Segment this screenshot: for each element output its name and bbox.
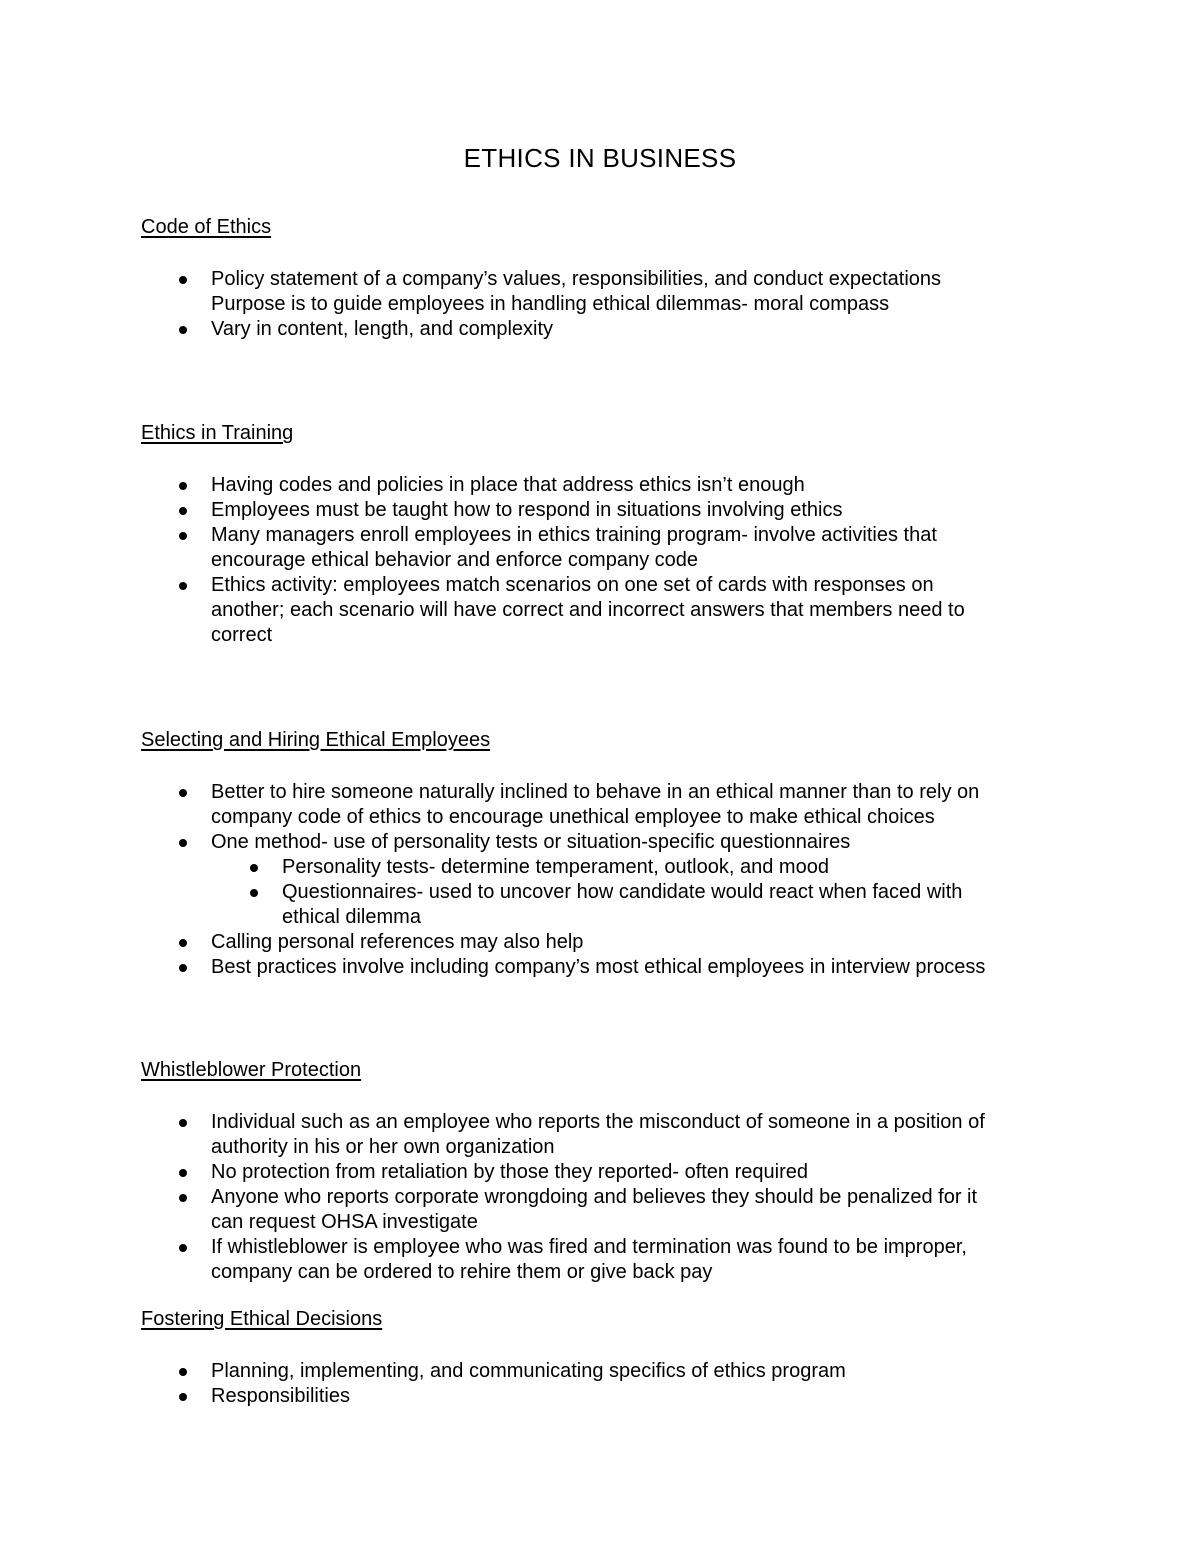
bullet-text-line: Better to hire someone naturally inclined to behave in an ethical manner than to rely on [211,781,980,803]
bullet-dot-icon [179,789,187,797]
bullet-dot-icon [179,1244,187,1252]
bullet-text-line: correct [211,624,273,646]
bullet-item [141,830,1071,930]
bullet-text-line: Personality tests- determine temperament, outlook, and mood [282,856,829,878]
bullet-item [141,955,1071,980]
bullet-list [141,1359,1071,1409]
section-heading: Fostering Ethical Decisions [141,1308,383,1330]
bullet-item [141,523,1071,573]
bullet-item [141,1110,1071,1160]
bullet-dot-icon [179,326,187,334]
bullet-text-line: Planning, implementing, and communicating specifics of ethics program [211,1360,846,1382]
bullet-text-line: Employees must be taught how to respond in situations involving ethics [211,499,843,521]
bullet-dot-icon [179,532,187,540]
bullet-dot-icon [179,939,187,947]
bullet-item [141,1235,1071,1285]
bullet-list [141,267,1071,342]
sub-bullet-item [211,880,1071,930]
bullet-text-line: company can be ordered to rehire them or give back pay [211,1261,713,1283]
bullet-item [141,1185,1071,1235]
bullet-dot-icon [179,1169,187,1177]
bullet-item [141,498,1071,523]
bullet-dot-icon [179,1119,187,1127]
bullet-dot-icon [250,889,258,897]
bullet-item [141,267,1071,317]
bullet-list [141,473,1071,648]
bullet-text-line: If whistleblower is employee who was fired and termination was found to be improper, [211,1236,967,1258]
bullet-text-line: Purpose is to guide employees in handling ethical dilemmas- moral compass [211,293,890,315]
sub-bullet-item [211,855,1071,880]
bullet-list [141,780,1071,980]
bullet-text-line: Calling personal references may also help [211,931,584,953]
bullet-dot-icon [179,276,187,284]
section [141,215,1071,342]
bullet-item [141,1160,1071,1185]
bullet-item [141,930,1071,955]
bullet-text-line: Individual such as an employee who reports the misconduct of someone in a position of [211,1111,985,1133]
bullet-text-line: No protection from retaliation by those they reported- often required [211,1161,808,1183]
bullet-item [141,1359,1071,1384]
section [141,421,1071,648]
bullet-text-line: Ethics activity: employees match scenarios on one set of cards with responses on [211,574,934,596]
bullet-text-line: Having codes and policies in place that address ethics isn’t enough [211,474,805,496]
sub-bullet-list [211,855,1071,930]
bullet-dot-icon [179,1194,187,1202]
bullet-item [141,317,1071,342]
bullet-text-line: company code of ethics to encourage unethical employee to make ethical choices [211,806,935,828]
bullet-item [141,780,1071,830]
bullet-text-line: another; each scenario will have correct and incorrect answers that members need to [211,599,965,621]
section-heading: Whistleblower Protection [141,1059,362,1081]
section [141,728,1071,980]
section-heading: Selecting and Hiring Ethical Employees [141,729,491,751]
bullet-dot-icon [179,482,187,490]
bullet-text-line: One method- use of personality tests or situation-specific questionnaires [211,831,851,853]
bullet-dot-icon [179,1393,187,1401]
section [141,1307,1071,1409]
bullet-dot-icon [179,1368,187,1376]
bullet-dot-icon [179,582,187,590]
bullet-dot-icon [179,964,187,972]
bullet-text-line: Anyone who reports corporate wrongdoing and believes they should be penalized for it [211,1186,978,1208]
section-heading: Ethics in Training [141,422,294,444]
bullet-item [141,473,1071,498]
bullet-list [141,1110,1071,1285]
document-title: ETHICS IN BUSINESS [463,143,737,173]
section [141,1058,1071,1285]
bullet-item [141,1384,1071,1409]
bullet-text-line: Responsibilities [211,1385,350,1407]
bullet-text-line: encourage ethical behavior and enforce company code [211,549,698,571]
bullet-text-line: Questionnaires- used to uncover how candidate would react when faced with [282,881,963,903]
bullet-text-line: authority in his or her own organization [211,1136,555,1158]
bullet-text-line: can request OHSA investigate [211,1211,478,1233]
bullet-text-line: ethical dilemma [282,906,421,928]
bullet-dot-icon [250,864,258,872]
bullet-dot-icon [179,507,187,515]
section-heading: Code of Ethics [141,216,272,238]
bullet-text-line: Vary in content, length, and complexity [211,318,554,340]
bullet-text-line: Policy statement of a company’s values, responsibilities, and conduct expectations [211,268,942,290]
bullet-dot-icon [179,839,187,847]
bullet-text-line: Many managers enroll employees in ethics training program- involve activities that [211,524,937,546]
bullet-text-line: Best practices involve including company’s most ethical employees in interview process [211,956,986,978]
bullet-item [141,573,1071,648]
